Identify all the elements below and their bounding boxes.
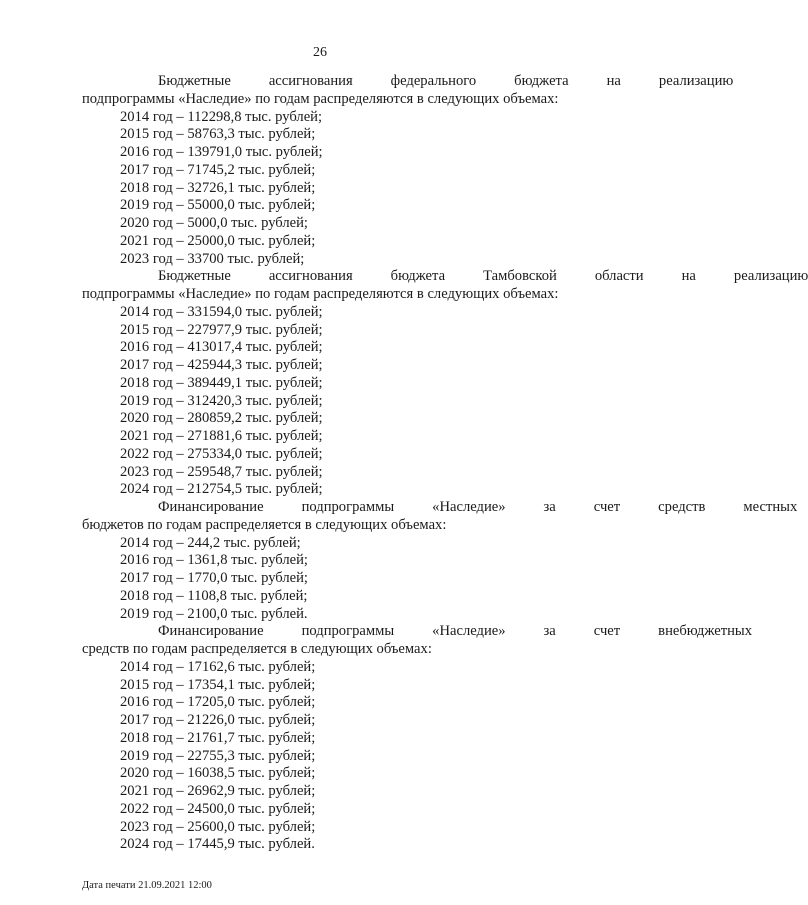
intro-word: области [594,268,644,285]
intro-word: бюджета [514,73,569,89]
intro-word: ассигнования [268,268,353,285]
page-number: 26 [313,45,327,60]
funding-year-item: 2018 год – 21761,7 тыс. рублей; [120,729,316,746]
section-intro-line2: подпрограммы «Наследие» по годам распределяются в следующих объемах: [82,90,559,107]
intro-word: Финансирование [158,623,264,640]
intro-word: за [543,623,556,640]
intro-word: Тамбовской [483,268,557,285]
print-date-footer: Дата печати 21.09.2021 12:00 [82,880,212,891]
intro-word: средств [658,499,706,515]
intro-word: подпрограммы [301,623,395,640]
funding-year-item: 2015 год – 17354,1 тыс. рублей; [120,676,316,693]
funding-year-item: 2017 год – 1770,0 тыс. рублей; [120,570,308,586]
intro-word: реализацию [658,73,734,89]
section-intro-line1 [82,499,798,517]
funding-year-item: 2023 год – 33700 тыс. рублей; [120,250,305,267]
intro-word: счет [593,623,621,640]
document-body [82,73,808,854]
funding-year-item: 2015 год – 227977,9 тыс. рублей; [120,321,323,338]
intro-word: федерального [390,73,477,89]
funding-year-item: 2019 год – 22755,3 тыс. рублей; [120,747,316,764]
funding-year-item: 2023 год – 259548,7 тыс. рублей; [120,463,323,480]
funding-year-item: 2017 год – 71745,2 тыс. рублей; [120,161,316,178]
funding-year-item: 2021 год – 25000,0 тыс. рублей; [120,232,316,249]
funding-year-item: 2019 год – 312420,3 тыс. рублей; [120,392,323,409]
funding-year-item: 2023 год – 25600,0 тыс. рублей; [120,818,316,835]
intro-word: «Наследие» [432,499,506,515]
intro-word: подпрограммы [301,499,395,515]
intro-word: на [606,73,621,89]
funding-year-item: 2022 год – 275334,0 тыс. рублей; [120,445,323,462]
funding-year-item: 2024 год – 212754,5 тыс. рублей; [120,481,323,498]
section-intro-line2: бюджетов по годам распределяется в следующих объемах: [82,516,447,533]
funding-year-item: 2015 год – 58763,3 тыс. рублей; [120,126,316,143]
funding-year-item: 2020 год – 16038,5 тыс. рублей; [120,765,316,782]
funding-year-item: 2022 год – 24500,0 тыс. рублей; [120,800,316,817]
intro-word: местных [743,499,798,515]
intro-word: счет [593,499,621,515]
funding-year-item: 2020 год – 280859,2 тыс. рублей; [120,410,323,427]
section-intro-line2: подпрограммы «Наследие» по годам распределяются в следующих объемах: [82,286,559,302]
funding-year-item: 2019 год – 2100,0 тыс. рублей. [120,605,308,622]
funding-year-item: 2018 год – 1108,8 тыс. рублей; [120,587,308,604]
funding-year-item: 2014 год – 331594,0 тыс. рублей; [120,303,323,320]
funding-year-item: 2021 год – 271881,6 тыс. рублей; [120,428,323,444]
funding-year-item: 2021 год – 26962,9 тыс. рублей; [120,783,316,799]
section-intro-line2: средств по годам распределяется в следующих объемах: [82,641,432,657]
funding-year-item: 2014 год – 244,2 тыс. рублей; [120,534,301,551]
funding-year-item: 2018 год – 389449,1 тыс. рублей; [120,374,323,391]
funding-year-item: 2016 год – 1361,8 тыс. рублей; [120,552,308,569]
funding-year-item: 2016 год – 413017,4 тыс. рублей; [120,339,323,356]
intro-word: бюджета [390,268,446,285]
funding-year-item: 2017 год – 425944,3 тыс. рублей; [120,357,323,373]
funding-year-item: 2016 год – 139791,0 тыс. рублей; [120,144,323,160]
section-intro-line1 [82,268,808,286]
funding-year-item: 2019 год – 55000,0 тыс. рублей; [120,197,316,214]
section-intro-line1 [82,73,734,91]
funding-year-item: 2014 год – 112298,8 тыс. рублей; [120,108,323,125]
intro-word: на [681,268,696,285]
funding-year-item: 2014 год – 17162,6 тыс. рублей; [120,658,316,675]
funding-year-item: 2018 год – 32726,1 тыс. рублей; [120,179,316,196]
funding-year-item: 2020 год – 5000,0 тыс. рублей; [120,215,308,231]
intro-word: Бюджетные [158,268,231,285]
intro-word: ассигнования [268,73,353,89]
intro-word: внебюджетных [658,623,753,640]
intro-word: «Наследие» [432,623,506,640]
intro-word: Финансирование [158,499,264,515]
section-intro-line1 [82,623,753,641]
intro-word: Бюджетные [158,73,231,89]
intro-word: за [543,499,556,515]
funding-year-item: 2016 год – 17205,0 тыс. рублей; [120,694,316,711]
intro-word: реализацию [733,268,808,285]
funding-year-item: 2024 год – 17445,9 тыс. рублей. [120,836,315,853]
funding-year-item: 2017 год – 21226,0 тыс. рублей; [120,712,316,728]
